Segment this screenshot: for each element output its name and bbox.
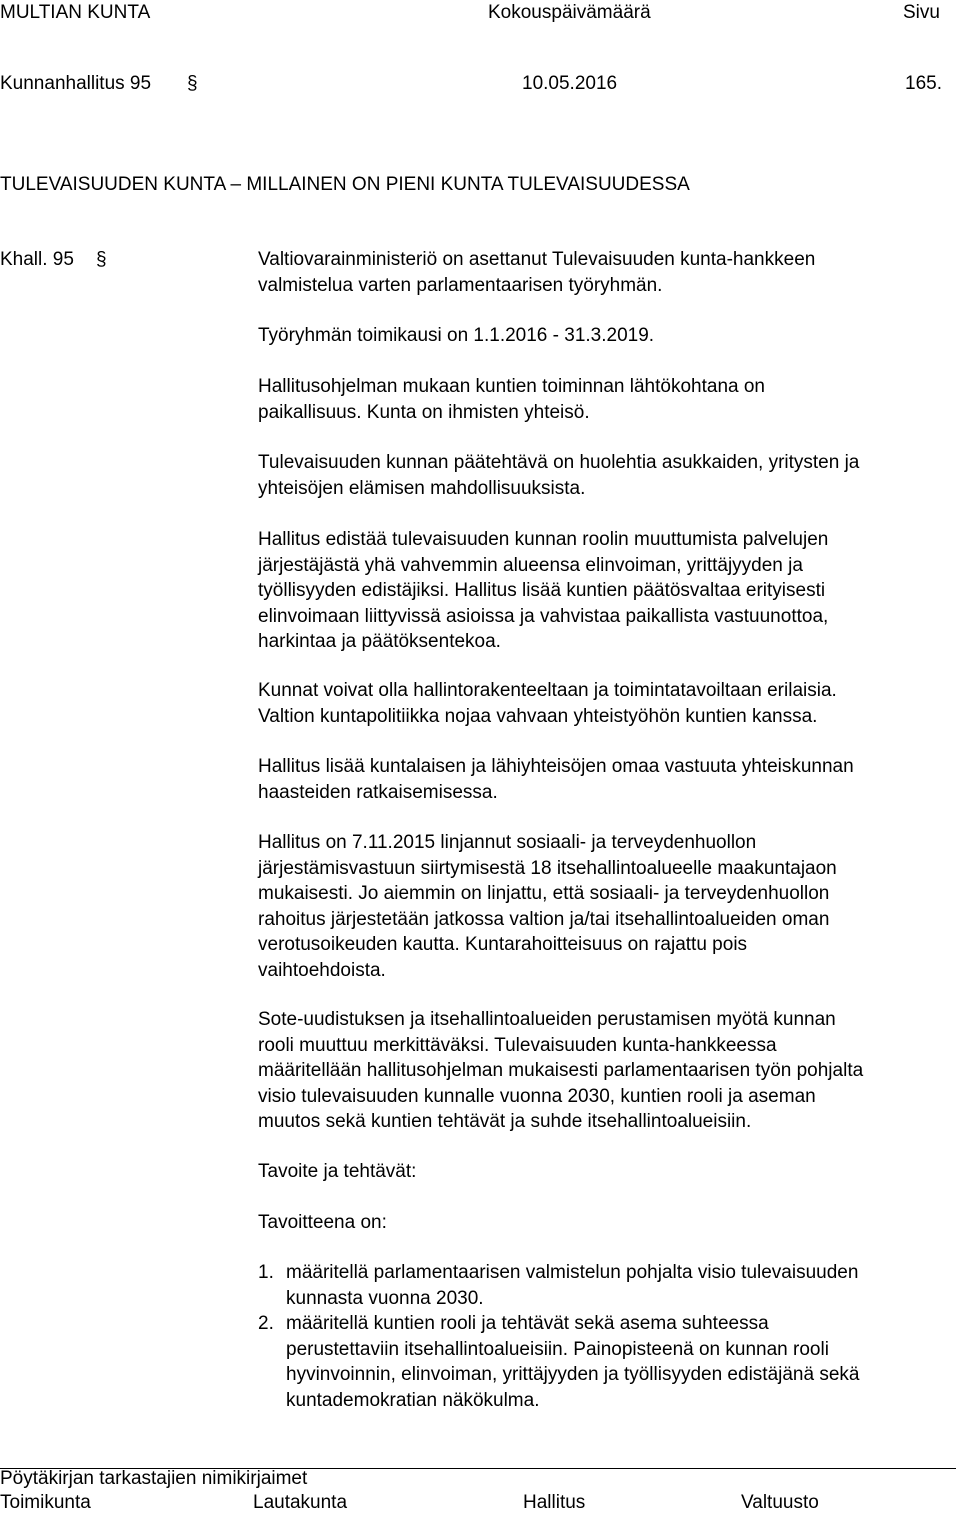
list-item-line: määritellä parlamentaarisen valmistelun pohjalta visio tulevaisuuden	[286, 1262, 859, 1283]
subheading-line: Tavoitteena on:	[258, 1212, 387, 1233]
paragraph-line: paikallisuus. Kunta on ihmisten yhteisö.	[258, 401, 590, 423]
paragraph-line: muutos sekä kuntien tehtävät ja suhde itsehallintoalueisiin.	[258, 1111, 752, 1132]
paragraph-line: Valtiovarainministeriö on asettanut Tulevaisuuden kunta-hankkeen	[258, 249, 816, 270]
list-item-line: perustettaviin itsehallintoalueisiin. Painopisteenä on kunnan rooli	[286, 1338, 829, 1360]
paragraph	[258, 527, 958, 655]
paragraph-line: Valtion kuntapolitiikka nojaa vahvaan yhteistyöhön kuntien kanssa.	[258, 705, 818, 727]
list-number: 1.	[258, 1262, 274, 1283]
paragraph-line: verotusoikeuden kautta. Kuntarahoitteisuus on rajattu pois	[258, 934, 748, 955]
paragraph-line: valmistelua varten parlamentaarisen työryhmän.	[258, 274, 663, 296]
paragraph	[258, 247, 958, 298]
paragraph-line: Hallitus lisää kuntalaisen ja lähiyhteisöjen omaa vastuuta yhteiskunnan	[258, 756, 854, 777]
header-page-label: Sivu	[903, 2, 940, 23]
subheading-line: Tavoite ja tehtävät:	[258, 1161, 417, 1182]
paragraph-line: Hallitus edistää tulevaisuuden kunnan roolin muuttumista palvelujen	[258, 529, 829, 550]
paragraph-line: Hallitus on 7.11.2015 linjannut sosiaali- ja terveydenhuollon	[258, 832, 757, 853]
list-item-line: kunnasta vuonna 2030.	[286, 1287, 484, 1309]
paragraph	[258, 830, 958, 983]
paragraph-line: rahoitus järjestetään jatkossa valtion ja/tai itsehallintoalueiden oman	[258, 908, 830, 930]
footer-body-valtuusto: Valtuusto	[741, 1492, 819, 1513]
meeting-date: 10.05.2016	[522, 73, 618, 94]
page-number: 165.	[905, 73, 942, 94]
header-meeting-date-label: Kokouspäivämäärä	[488, 2, 651, 23]
paragraph	[258, 1007, 958, 1135]
paragraph-line: Hallitusohjelman mukaan kuntien toiminnan lähtökohtana on	[258, 376, 765, 397]
reference-section-sign: §	[96, 249, 107, 270]
paragraph-line: Kunnat voivat olla hallintorakenteeltaan ja toimintatavoiltaan erilaisia.	[258, 680, 837, 701]
paragraph-line: Sote-uudistuksen ja itsehallintoalueiden perustamisen myötä kunnan	[258, 1009, 836, 1030]
paragraph	[258, 678, 958, 729]
paragraph-line: järjestäjästä yhä vahvemmin alueensa elinvoiman, yrittäjyyden ja	[258, 554, 803, 576]
paragraph	[258, 450, 958, 501]
document-title: TULEVAISUUDEN KUNTA – MILLAINEN ON PIENI KUNTA TULEVAISUUDESSA	[0, 174, 690, 195]
paragraph	[258, 754, 958, 805]
list-number: 2.	[258, 1313, 274, 1334]
subheading	[258, 1210, 958, 1236]
section-sign: §	[187, 73, 198, 94]
list-item-line: kuntademokratian näkökulma.	[286, 1389, 540, 1411]
paragraph-line: harkintaa ja päätöksentekoa.	[258, 631, 501, 652]
list-item-line: määritellä kuntien rooli ja tehtävät sekä asema suhteessa	[286, 1313, 769, 1334]
paragraph-line: mukaisesti. Jo aiemmin on linjattu, että sosiaali- ja terveydenhuollon	[258, 883, 830, 904]
paragraph-line: yhteisöjen elämisen mahdollisuuksista.	[258, 477, 586, 499]
paragraph-line: järjestämisvastuun siirtymisestä 18 itsehallintoalueelle maakuntajaon	[258, 857, 837, 879]
footer-body-hallitus: Hallitus	[523, 1492, 586, 1513]
paragraph-line: elinvoimaan liittyvissä asioissa ja vahvistaa paikallista vastuunottoa,	[258, 605, 829, 627]
paragraph-line: visio tulevaisuuden kunnalle vuonna 2030, kuntien rooli ja aseman	[258, 1085, 816, 1107]
meeting-body: Kunnanhallitus 95	[0, 73, 152, 94]
paragraph-line: haasteiden ratkaisemisessa.	[258, 781, 498, 803]
header-municipality: MULTIAN KUNTA	[0, 2, 151, 23]
subheading	[258, 1159, 958, 1185]
paragraph-line: Työryhmän toimikausi on 1.1.2016 - 31.3.2019.	[258, 325, 655, 346]
paragraph-line: rooli muuttuu merkittäväksi. Tulevaisuuden kunta-hankkeessa	[258, 1034, 777, 1056]
paragraph	[258, 374, 958, 425]
paragraph-line: määritellään hallitusohjelman mukaisesti parlamentaarisen työn pohjalta	[258, 1060, 864, 1081]
footer-body-toimikunta: Toimikunta	[0, 1492, 91, 1513]
paragraph	[258, 323, 958, 349]
paragraph-line: Tulevaisuuden kunnan päätehtävä on huolehtia asukkaiden, yritysten ja	[258, 452, 860, 473]
list-item-line: hyvinvoinnin, elinvoiman, yrittäjyyden ja työllisyyden edistäjänä sekä	[286, 1364, 860, 1385]
footer-body-lautakunta: Lautakunta	[253, 1492, 348, 1513]
paragraph-line: työllisyyden edistäjiksi. Hallitus lisää kuntien päätösvaltaa erityisesti	[258, 580, 826, 601]
footer-initials-label: Pöytäkirjan tarkastajien nimikirjaimet	[0, 1468, 308, 1489]
paragraph-line: vaihtoehdoista.	[258, 959, 386, 981]
reference-label: Khall. 95	[0, 249, 74, 270]
